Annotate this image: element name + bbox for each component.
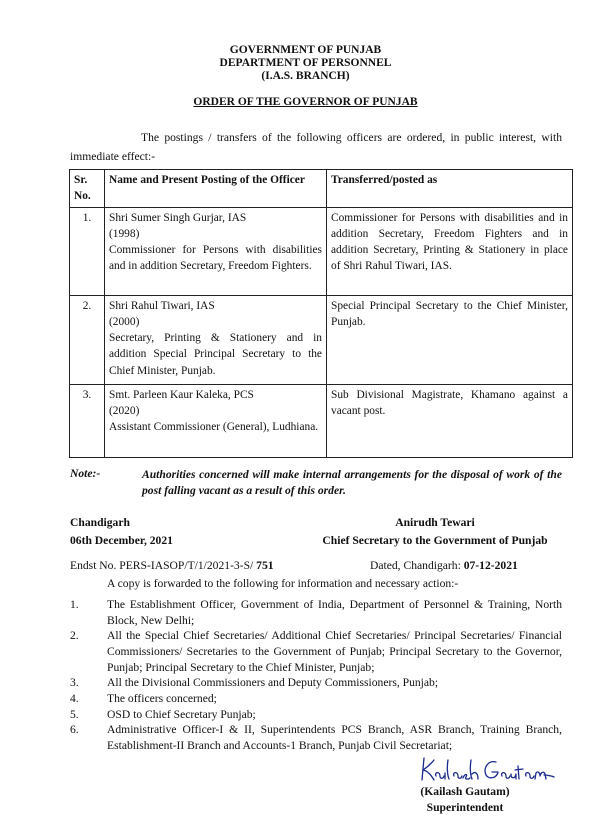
department-heading: DEPARTMENT OF PERSONNEL [219,57,392,69]
list-text: The Establishment Officer, Government of India, Department of Personnel & Training, North Block, New Delhi; [107,598,562,627]
header-transferred: Transferred/posted as [327,170,573,208]
officer-name: Smt. Parleen Kaur Kaleka, PCS [109,388,254,401]
orders-table [69,169,573,458]
row-officer [105,207,327,295]
row-officer [105,384,327,457]
officer-posting: Assistant Commissioner (General), Ludhiana. [109,421,319,434]
endorsement-date [370,559,518,572]
officer-posting: Secretary, Printing & Stationery and in addition Special Principal Secretary to the Chief Minister, Punjab. [109,332,322,377]
govt-heading: GOVERNMENT OF PUNJAB [229,44,382,56]
row-officer [105,295,327,384]
list-number: 5. [70,708,79,721]
order-title: ORDER OF THE GOVERNOR OF PUNJAB [193,96,418,108]
list-number: 3. [70,676,79,689]
endorsement-number [70,559,274,572]
signer-designation: Superintendent [426,801,504,814]
copy-forward-line: A copy is forwarded to the following for information and necessary action:- [107,577,459,590]
list-number: 6. [70,723,79,736]
list-text: OSD to Chief Secretary Punjab; [107,708,256,721]
list-number: 1. [70,598,79,611]
officer-batch: (2020) [109,404,140,417]
note-text: Authorities concerned will make internal arrangements for the disposal of work of the post falling vacant as a result of this order. [142,468,562,497]
header-name-posting: Name and Present Posting of the Officer [105,170,327,208]
officer-batch: (1998) [109,227,140,240]
officer-name: Shri Rahul Tiwari, IAS [109,299,215,312]
table-row [70,384,573,457]
list-number: 4. [70,692,79,705]
row-sr: 3. [70,384,105,457]
row-transferred: Commissioner for Persons with disabilities and in addition Secretary, Freedom Fighters and in addition Secretary, Printing & Stationery in place of Shri Rahul Tiwari, IAS. [327,207,573,295]
officer-posting: Commissioner for Persons with disabilities and in addition Secretary, Freedom Fighters. [109,244,322,273]
row-transferred: Sub Divisional Magistrate, Khamano against a vacant post. [327,384,573,457]
list-number: 2. [70,629,79,642]
signatory-name: Anirudh Tewari [395,516,475,529]
dated-value: 07-12-2021 [463,559,518,572]
header-sr-no: Sr. No. [70,170,105,208]
row-transferred: Special Principal Secretary to the Chief Minister, Punjab. [327,295,573,384]
officer-name: Shri Sumer Singh Gurjar, IAS [109,211,247,224]
signer-name: (Kailash Gautam) [420,785,510,798]
place: Chandigarh [70,516,130,529]
row-sr: 2. [70,295,105,384]
note-label: Note:- [70,467,101,480]
table-row [70,207,573,295]
signatory-designation: Chief Secretary to the Government of Punjab [322,534,548,547]
row-sr: 1. [70,207,105,295]
intro-paragraph [70,128,562,166]
list-text: All the Divisional Commissioners and Deputy Commissioners, Punjab; [107,676,439,689]
place-date-block [70,514,173,550]
list-text: All the Special Chief Secretaries/ Additional Chief Secretaries/ Principal Secretaries/ Financial Commissioners/ Secretaries to the Government of Punjab; Principal Secretary to the Governor, Punjab; Principal Secretary to the Chief Minister, Punjab; [107,629,562,674]
handwritten-signature [418,752,558,788]
order-date: 06th December, 2021 [70,534,173,547]
list-text: The officers concerned; [107,692,217,705]
table-row [70,295,573,384]
endorsement-prefix: Endst No. PERS-IASOP/T/1/2021-3-S/ [70,559,254,572]
intro-text: The postings / transfers of the following officers are ordered, in public interest, with immediate effect:- [70,131,562,163]
list-text: Administrative Officer-I & II, Superintendents PCS Branch, ASR Branch, Training Branch, Establishment-II Branch and Accounts-1 Branch, Punjab Civil Secretariat; [107,723,562,752]
signatory-block [310,514,560,550]
dated-label: Dated, Chandigarh: [370,559,461,572]
table-header-row [70,170,573,208]
endorsement-no: 751 [256,559,274,572]
branch-heading: (I.A.S. BRANCH) [261,70,350,82]
officer-batch: (2000) [109,315,140,328]
